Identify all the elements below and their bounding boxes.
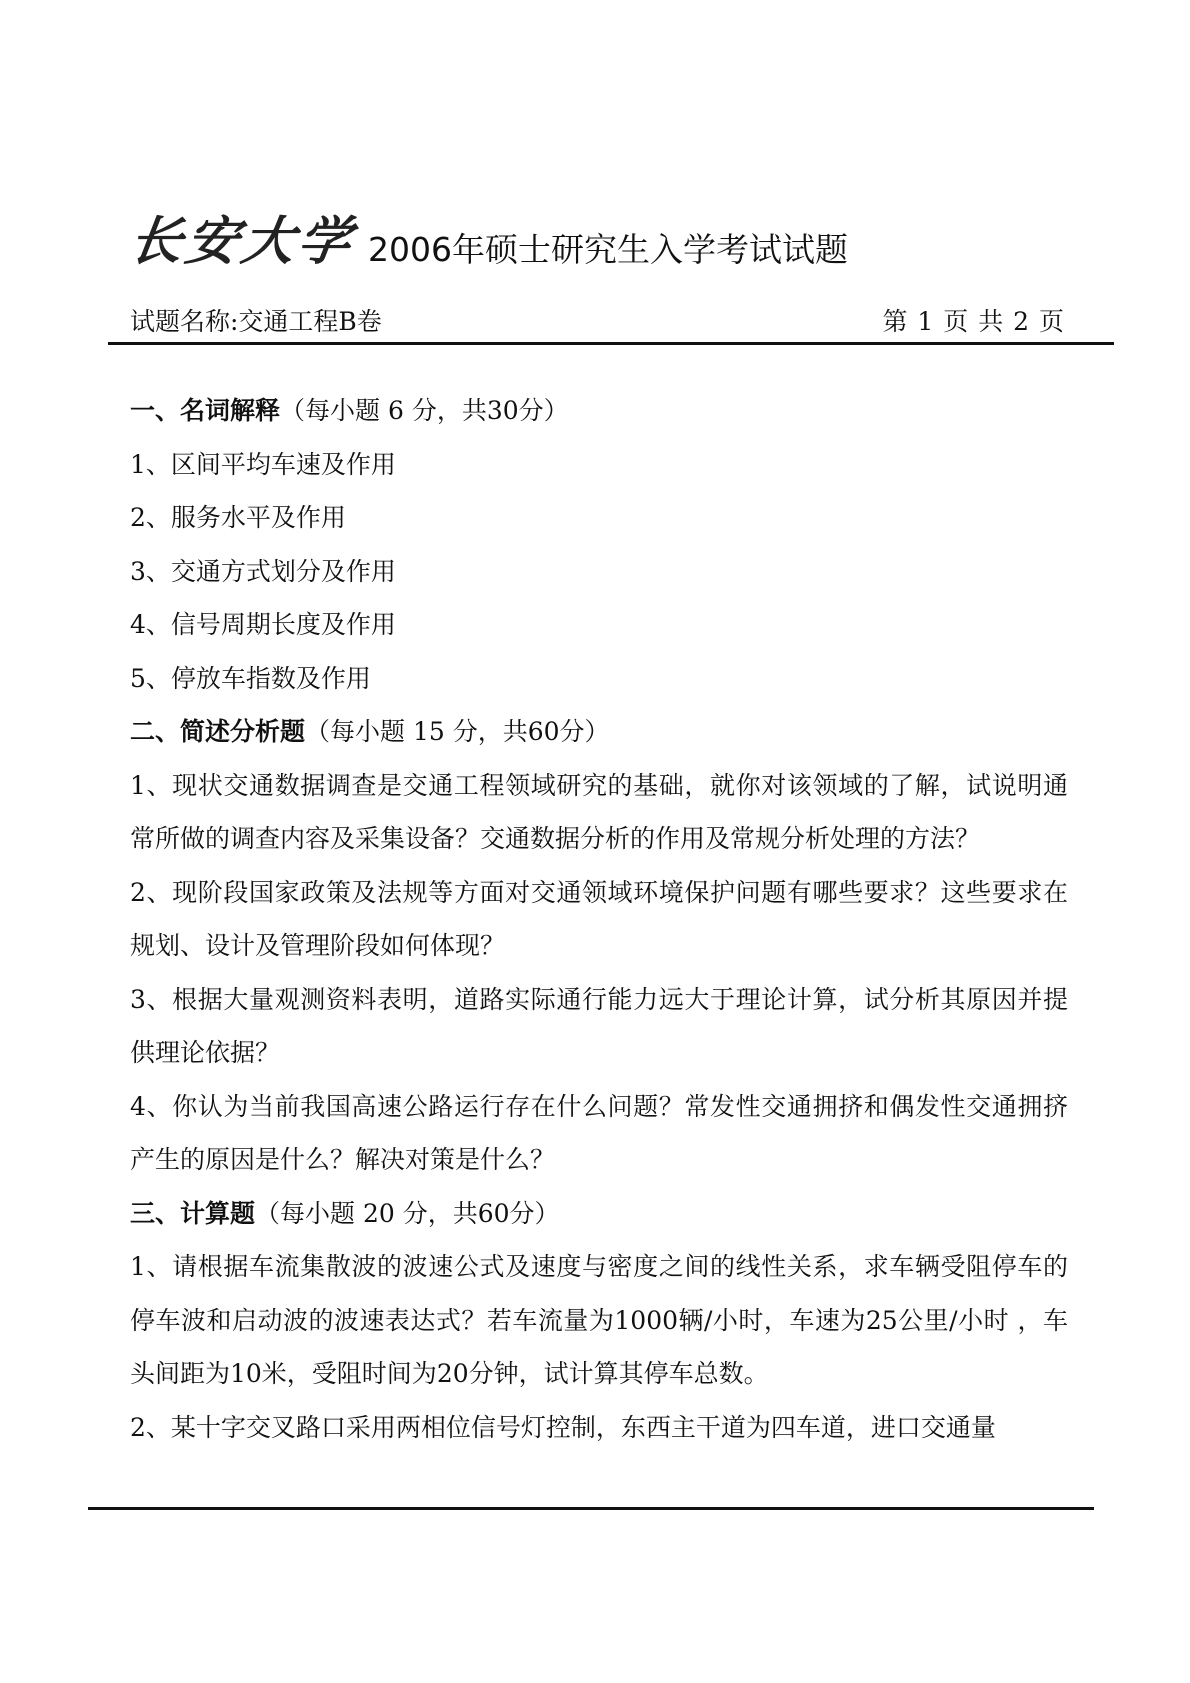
question-item: 3、根据大量观测资料表明，道路实际通行能力远大于理论计算，试分析其原因并提供理论依据？ <box>130 984 1068 1067</box>
question-item: 1、区间平均车速及作用 <box>130 449 396 479</box>
question-item: 5、停放车指数及作用 <box>130 663 371 693</box>
subject-label: 试题名称:交通工程B卷 <box>130 307 382 336</box>
section-title: 二、简述分析题 <box>130 717 306 746</box>
question-item: 2、某十字交叉路口采用两相位信号灯控制，东西主干道为四车道，进口交通量 <box>130 1412 996 1442</box>
subject-row <box>130 305 1065 339</box>
exam-title: 2006年硕士研究生入学考试试题 <box>368 230 848 269</box>
section-note: （每小题 15 分，共60分） <box>305 717 610 746</box>
footer-divider <box>88 1507 1094 1510</box>
section-heading <box>130 384 1068 438</box>
section-title: 一、名词解释 <box>130 396 281 425</box>
section-note: （每小题 20 分，共60分） <box>255 1198 560 1228</box>
exam-content <box>130 384 1068 1454</box>
section-heading <box>130 1187 1068 1241</box>
question-item: 1、请根据车流集散波的波速公式及速度与密度之间的线性关系，求车辆受阻停车的停车波和启动波的波速表达式？若车流量为1000辆/小时，车速为25公里/小时 ，车头间距为10米，受阻时间为20分钟，试计算其停车总数。 <box>130 1252 1068 1388</box>
question-item: 4、你认为当前我国高速公路运行存在什么问题？常发性交通拥挤和偶发性交通拥挤产生的原因是什么？解决对策是什么？ <box>130 1091 1068 1174</box>
header-divider <box>108 342 1114 345</box>
section-heading <box>130 705 1068 759</box>
exam-header <box>125 188 848 272</box>
question-item: 4、信号周期长度及作用 <box>130 610 396 639</box>
section-title: 三、计算题 <box>130 1198 256 1228</box>
question-item: 2、现阶段国家政策及法规等方面对交通领域环境保护问题有哪些要求？这些要求在规划、设计及管理阶段如何体现？ <box>130 877 1068 960</box>
page-indicator: 第 1 页 共 2 页 <box>882 307 1065 336</box>
university-logo: 长安大学 <box>125 211 359 272</box>
question-item: 2、服务水平及作用 <box>130 503 346 532</box>
question-item: 3、交通方式划分及作用 <box>130 556 396 586</box>
question-item: 1、现状交通数据调查是交通工程领域研究的基础，就你对该领域的了解，试说明通常所做的调查内容及采集设备？交通数据分析的作用及常规分析处理的方法？ <box>130 770 1068 853</box>
section-note: （每小题 6 分，共30分） <box>280 396 569 425</box>
